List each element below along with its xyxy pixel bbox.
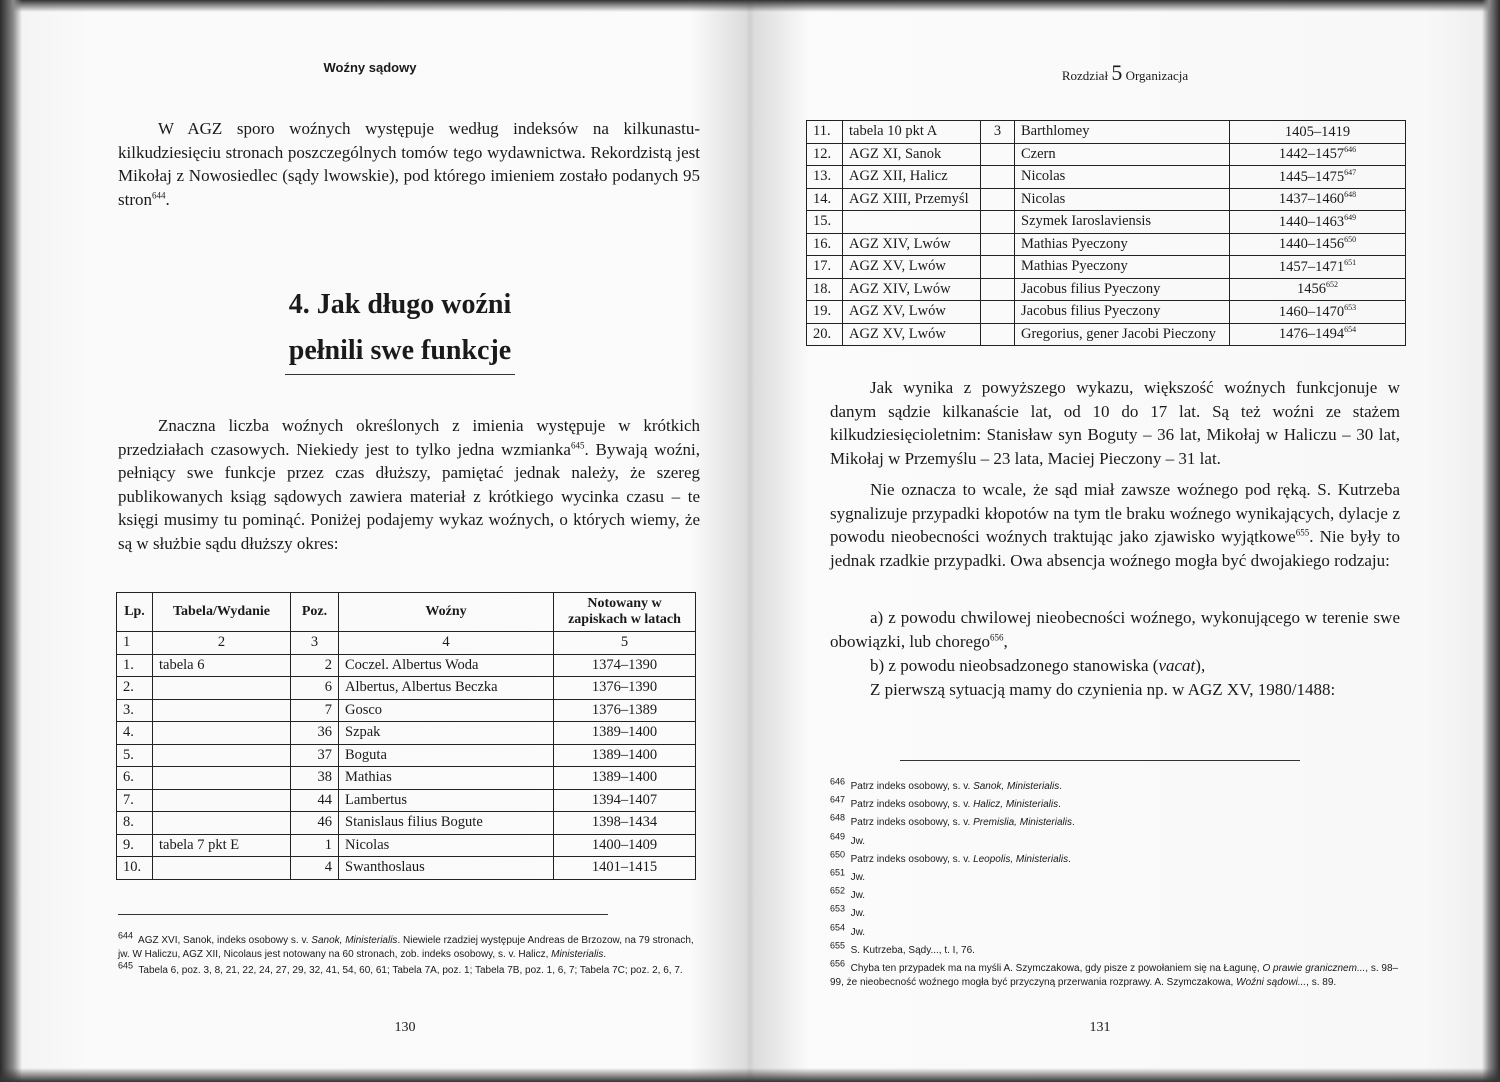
cell-tab [153,744,291,767]
cell-wozny: Stanislaus filius Bogute [339,812,554,835]
cell-lp: 16. [807,233,843,256]
cell-wozny: Gosco [339,699,554,722]
footnote-ref[interactable]: 645 [570,439,585,450]
table-row [807,211,1406,234]
cell-lata: 1389–1400 [554,744,696,767]
footnote-item: $^{646}$ Patrz indeks osobowy, s. v. Sanok, Ministerialis. [830,776,1062,792]
table-row [807,323,1406,346]
cell-poz [981,211,1015,234]
footnote-ref[interactable]: 654 [1344,325,1357,335]
cell-wozny: Mathias [339,767,554,790]
table-row [117,834,696,857]
cell-poz [981,188,1015,211]
cell-wozny: Szymek Iaroslaviensis [1015,211,1230,234]
footnote-656: $^{656}$ Chyba ten przypadek ma na myśli A. Szymczakowa, gdy pisze z powołaniem się na Łagunę, O prawie granicznem..., s. 98–99, że nieobecność woźnego mogła być przyczyną przerwania rozprawy. A. Szymczakowa, Woźni sądowi..., s. 89. [830,958,1399,988]
cell-lata: 1457–1471$^{651}$ [1230,256,1406,279]
footnote-item: $^{650}$ Patrz indeks osobowy, s. v. Leopolis, Ministerialis. [830,849,1071,865]
table-row [117,789,696,812]
cell-wozny: Jacobus filius Pyeczony [1015,278,1230,301]
footnote-ref[interactable]: 650 [1344,235,1357,245]
footnote-item: $^{648}$ Patrz indeks osobowy, s. v. Premislia, Ministerialis. [830,813,1075,829]
page-number-left: 130 [394,1020,416,1035]
cell-lata: 1400–1409 [554,834,696,857]
cell-wozny: Szpak [339,722,554,745]
paragraph-list-intro: Znaczna liczba woźnych określonych z imienia występuje w krótkich przedziałach czasowych. Niekiedy jest to tylko jedna wzmianka$^{645}$. Bywają woźni, pełniący swe funkcje przez czas dłuższy, pamiętać jednak należy, że szereg publikowanych ksiąg sądowych zawiera materiał z krótkiego wycinka czasu – te księgi musimy tu pominąć. Poniżej podajemy wykaz woźnych, o których wiemy, że są w służbie sądu dłuższy okres: [118,416,700,553]
cell-lp: 10. [117,857,153,880]
cell-poz: 37 [291,744,339,767]
table-row [807,188,1406,211]
cell-lp: 4. [117,722,153,745]
cell-tab: AGZ XV, Lwów [843,323,981,346]
table-row [807,121,1406,144]
table-column-numbers: 1 2 3 4 5 [117,632,696,655]
cell-lp: 17. [807,256,843,279]
cell-tab [153,789,291,812]
cell-lata: 1442–1457$^{646}$ [1230,143,1406,166]
footnote-item: $^{649}$ Jw. [830,831,866,847]
cell-lp: 3. [117,699,153,722]
cell-poz [981,323,1015,346]
cell-poz [981,166,1015,189]
footnote-rule [900,760,1300,761]
footnote-ref[interactable]: 656 [990,631,1004,642]
left-page [30,0,730,1082]
cell-lata: 1440–1463$^{649}$ [1230,211,1406,234]
table-row [807,278,1406,301]
footnote-645: $^{645}$ Tabela 6, poz. 3, 8, 21, 22, 24, 27, 29, 32, 41, 54, 60, 61; Tabela 7A, poz. 1; Tabela 7B, poz. 1, 6, 7; Tabela 7C; poz. 2, 6, 7. [118,960,683,976]
cell-poz: 4 [291,857,339,880]
cell-tab: AGZ XII, Halicz [843,166,981,189]
footnote-item: $^{651}$ Jw. [830,867,866,883]
table-row [117,654,696,677]
cell-lp: 9. [117,834,153,857]
cell-lp: 2. [117,677,153,700]
footnote-ref[interactable]: 655 [1295,527,1310,538]
page-number-right: 131 [1089,1020,1111,1035]
cell-wozny: Nicolas [1015,188,1230,211]
footnote-item: $^{647}$ Patrz indeks osobowy, s. v. Halicz, Ministerialis. [830,794,1061,811]
cell-tab: AGZ XI, Sanok [843,143,981,166]
cell-poz: 36 [291,722,339,745]
footnote-ref[interactable]: 644 [152,189,166,200]
cell-lp: 19. [807,301,843,324]
cell-tab: AGZ XV, Lwów [843,256,981,279]
cell-wozny: Nicolas [339,834,554,857]
cell-lp: 5. [117,744,153,767]
cell-wozny: Mathias Pyeczony [1015,256,1230,279]
cell-lata: 1476–1494$^{654}$ [1230,323,1406,346]
cell-tab: tabela 10 pkt A [843,121,981,144]
footnote-ref[interactable]: 649 [1344,212,1357,222]
cell-lata: 1389–1400 [554,767,696,790]
footnote-item: $^{655}$ S. Kutrzeba, Sądy..., t. I, 76. [830,940,975,956]
footnote-ref[interactable]: 646 [1344,145,1357,155]
cell-lp: 6. [117,767,153,790]
right-page [770,0,1480,1082]
cell-poz [981,143,1015,166]
running-head-left: Woźny sądowy [323,60,417,75]
cell-wozny: Boguta [339,744,554,767]
cell-lp: 18. [807,278,843,301]
cell-poz [981,233,1015,256]
cell-lata: 1398–1434 [554,812,696,835]
cell-lata: 1437–1460$^{648}$ [1230,188,1406,211]
cell-wozny: Czern [1015,143,1230,166]
officials-table-left [116,592,696,880]
table-row [117,857,696,880]
cell-wozny: Lambertus [339,789,554,812]
cell-tab: AGZ XIII, Przemyśl [843,188,981,211]
table-row [807,233,1406,256]
cell-poz [981,301,1015,324]
footnote-ref[interactable]: 653 [1344,302,1357,312]
footnote-ref[interactable]: 647 [1344,167,1357,177]
cell-lata: 1460–1470$^{653}$ [1230,301,1406,324]
cell-tab [153,812,291,835]
footnote-rule [118,914,608,915]
table-row [117,699,696,722]
cell-poz [981,278,1015,301]
cell-poz: 44 [291,789,339,812]
cell-tab [153,699,291,722]
cell-wozny: Mathias Pyeczony [1015,233,1230,256]
cell-poz: 46 [291,812,339,835]
cell-tab: tabela 7 pkt E [153,834,291,857]
officials-table-right [806,120,1406,346]
section-heading: 4. Jak długo woźni pełnili swe funkcje [210,282,590,375]
cell-tab [843,211,981,234]
cell-poz: 38 [291,767,339,790]
footnote-644: $^{644}$ AGZ XVI, Sanok, indeks osobowy s. v. Sanok, Ministerialis. Niewiele rzadziej występuje Andreas de Brzozow, na 79 stronach, jw. W Haliczu, AGZ XII, Nicolaus jest notowany na 60 stronach, zob. indeks osobowy, s. v. Halicz, Ministerialis. [118,930,694,960]
cell-lp: 11. [807,121,843,144]
footnote-ref[interactable]: 652 [1326,280,1338,290]
cell-poz [981,256,1015,279]
table-row [117,744,696,767]
left-edge-shadow [0,0,22,1082]
cell-lp: 15. [807,211,843,234]
cell-wozny: Coczel. Albertus Woda [339,654,554,677]
table-row [807,256,1406,279]
cell-lp: 7. [117,789,153,812]
footnote-item: $^{654}$ Jw. [830,922,866,938]
cell-tab [153,857,291,880]
cell-tab [153,722,291,745]
cell-lata: 1376–1389 [554,699,696,722]
cell-tab: AGZ XV, Lwów [843,301,981,324]
table-row [807,166,1406,189]
running-head-right: Rozdział 5 Organizacja [1061,60,1189,85]
cell-lp: 12. [807,143,843,166]
paragraph-summary: Jak wynika z powyższego wykazu, większość woźnych funkcjonuje w danym sądzie kilkanaście lat, od 10 do 17 lat. Są też woźni ze stażem kilkudziesięcioletnim: Stanisław syn Boguty – 36 lat, Mikołaj w Haliczu – 30 lat, Mikołaj w Przemyślu – 23 lata, Maciej Pieczony – 31 lat. [830,378,1400,468]
table-row [807,143,1406,166]
cell-lata: 1405–1419 [1230,121,1406,144]
cell-lata: 1445–1475$^{647}$ [1230,166,1406,189]
table-row [117,812,696,835]
cell-lata: 1394–1407 [554,789,696,812]
cell-wozny: Jacobus filius Pyeczony [1015,301,1230,324]
cell-lp: 8. [117,812,153,835]
table-header-row: Lp. Tabela/Wydanie Poz. Woźny Notowany w zapiskach w latach [117,593,696,632]
table-row [807,301,1406,324]
cell-poz: 6 [291,677,339,700]
table-row [117,677,696,700]
cell-wozny: Swanthoslaus [339,857,554,880]
footnote-ref[interactable]: 651 [1344,257,1357,267]
cell-lata: 1374–1390 [554,654,696,677]
paragraph-intro: W AGZ sporo woźnych występuje według indeksów na kilkunastu-kilkudziesięciu stronach poszczególnych tomów tego wydawnictwa. Rekordzistą jest Mikołaj z Nowosiedlec (sądy lwowskie), pod którego imieniem zostało podanych 95 stron$^{644}$. [118,119,700,209]
cell-lp: 13. [807,166,843,189]
right-edge-shadow [1482,0,1500,1082]
cell-lp: 1. [117,654,153,677]
footnote-item: $^{652}$ Jw. [830,885,866,902]
paragraph-case-a: a) z powodu chwilowej nieobecności woźnego, wykonującego w terenie swe obowiązki, lub chorego$^{656}$, [830,608,1400,651]
cell-wozny: Nicolas [1015,166,1230,189]
cell-tab: tabela 6 [153,654,291,677]
cell-lata: 1456$^{652}$ [1230,278,1406,301]
cell-tab [153,767,291,790]
paragraph-absence: Nie oznacza to wcale, że sąd miał zawsze woźnego pod ręką. S. Kutrzeba sygnalizuje przypadki kłopotów na tym tle braku woźnego wynikających, dylacje z powodu nieobecności woźnych traktując jako zjawisko wyjątkowe$^{655}$. Nie były to jednak rzadkie przypadki. Owa absencja woźnego mogła być dwojakiego rodzaju: [830,480,1400,570]
footnote-item: $^{653}$ Jw. [830,904,866,920]
cell-wozny: Barthlomey [1015,121,1230,144]
cell-tab [153,677,291,700]
cell-tab: AGZ XIV, Lwów [843,233,981,256]
paragraph-example: Z pierwszą sytuacją mamy do czynienia np. w AGZ XV, 1980/1488: [870,680,1336,699]
cell-poz: 7 [291,699,339,722]
cell-lata: 1401–1415 [554,857,696,880]
table-row [117,767,696,790]
cell-tab: AGZ XIV, Lwów [843,278,981,301]
cell-poz: 1 [291,834,339,857]
footnote-ref[interactable]: 648 [1344,190,1357,200]
table-row [117,722,696,745]
cell-lata: 1440–1456$^{650}$ [1230,233,1406,256]
cell-lata: 1376–1390 [554,677,696,700]
cell-wozny: Gregorius, gener Jacobi Pieczony [1015,323,1230,346]
cell-lp: 20. [807,323,843,346]
paragraph-case-b: b) z powodu nieobsadzonego stanowiska (vacat), [870,656,1206,675]
cell-wozny: Albertus, Albertus Beczka [339,677,554,700]
cell-lata: 1389–1400 [554,722,696,745]
cell-poz: 3 [981,121,1015,144]
cell-poz: 2 [291,654,339,677]
cell-lp: 14. [807,188,843,211]
